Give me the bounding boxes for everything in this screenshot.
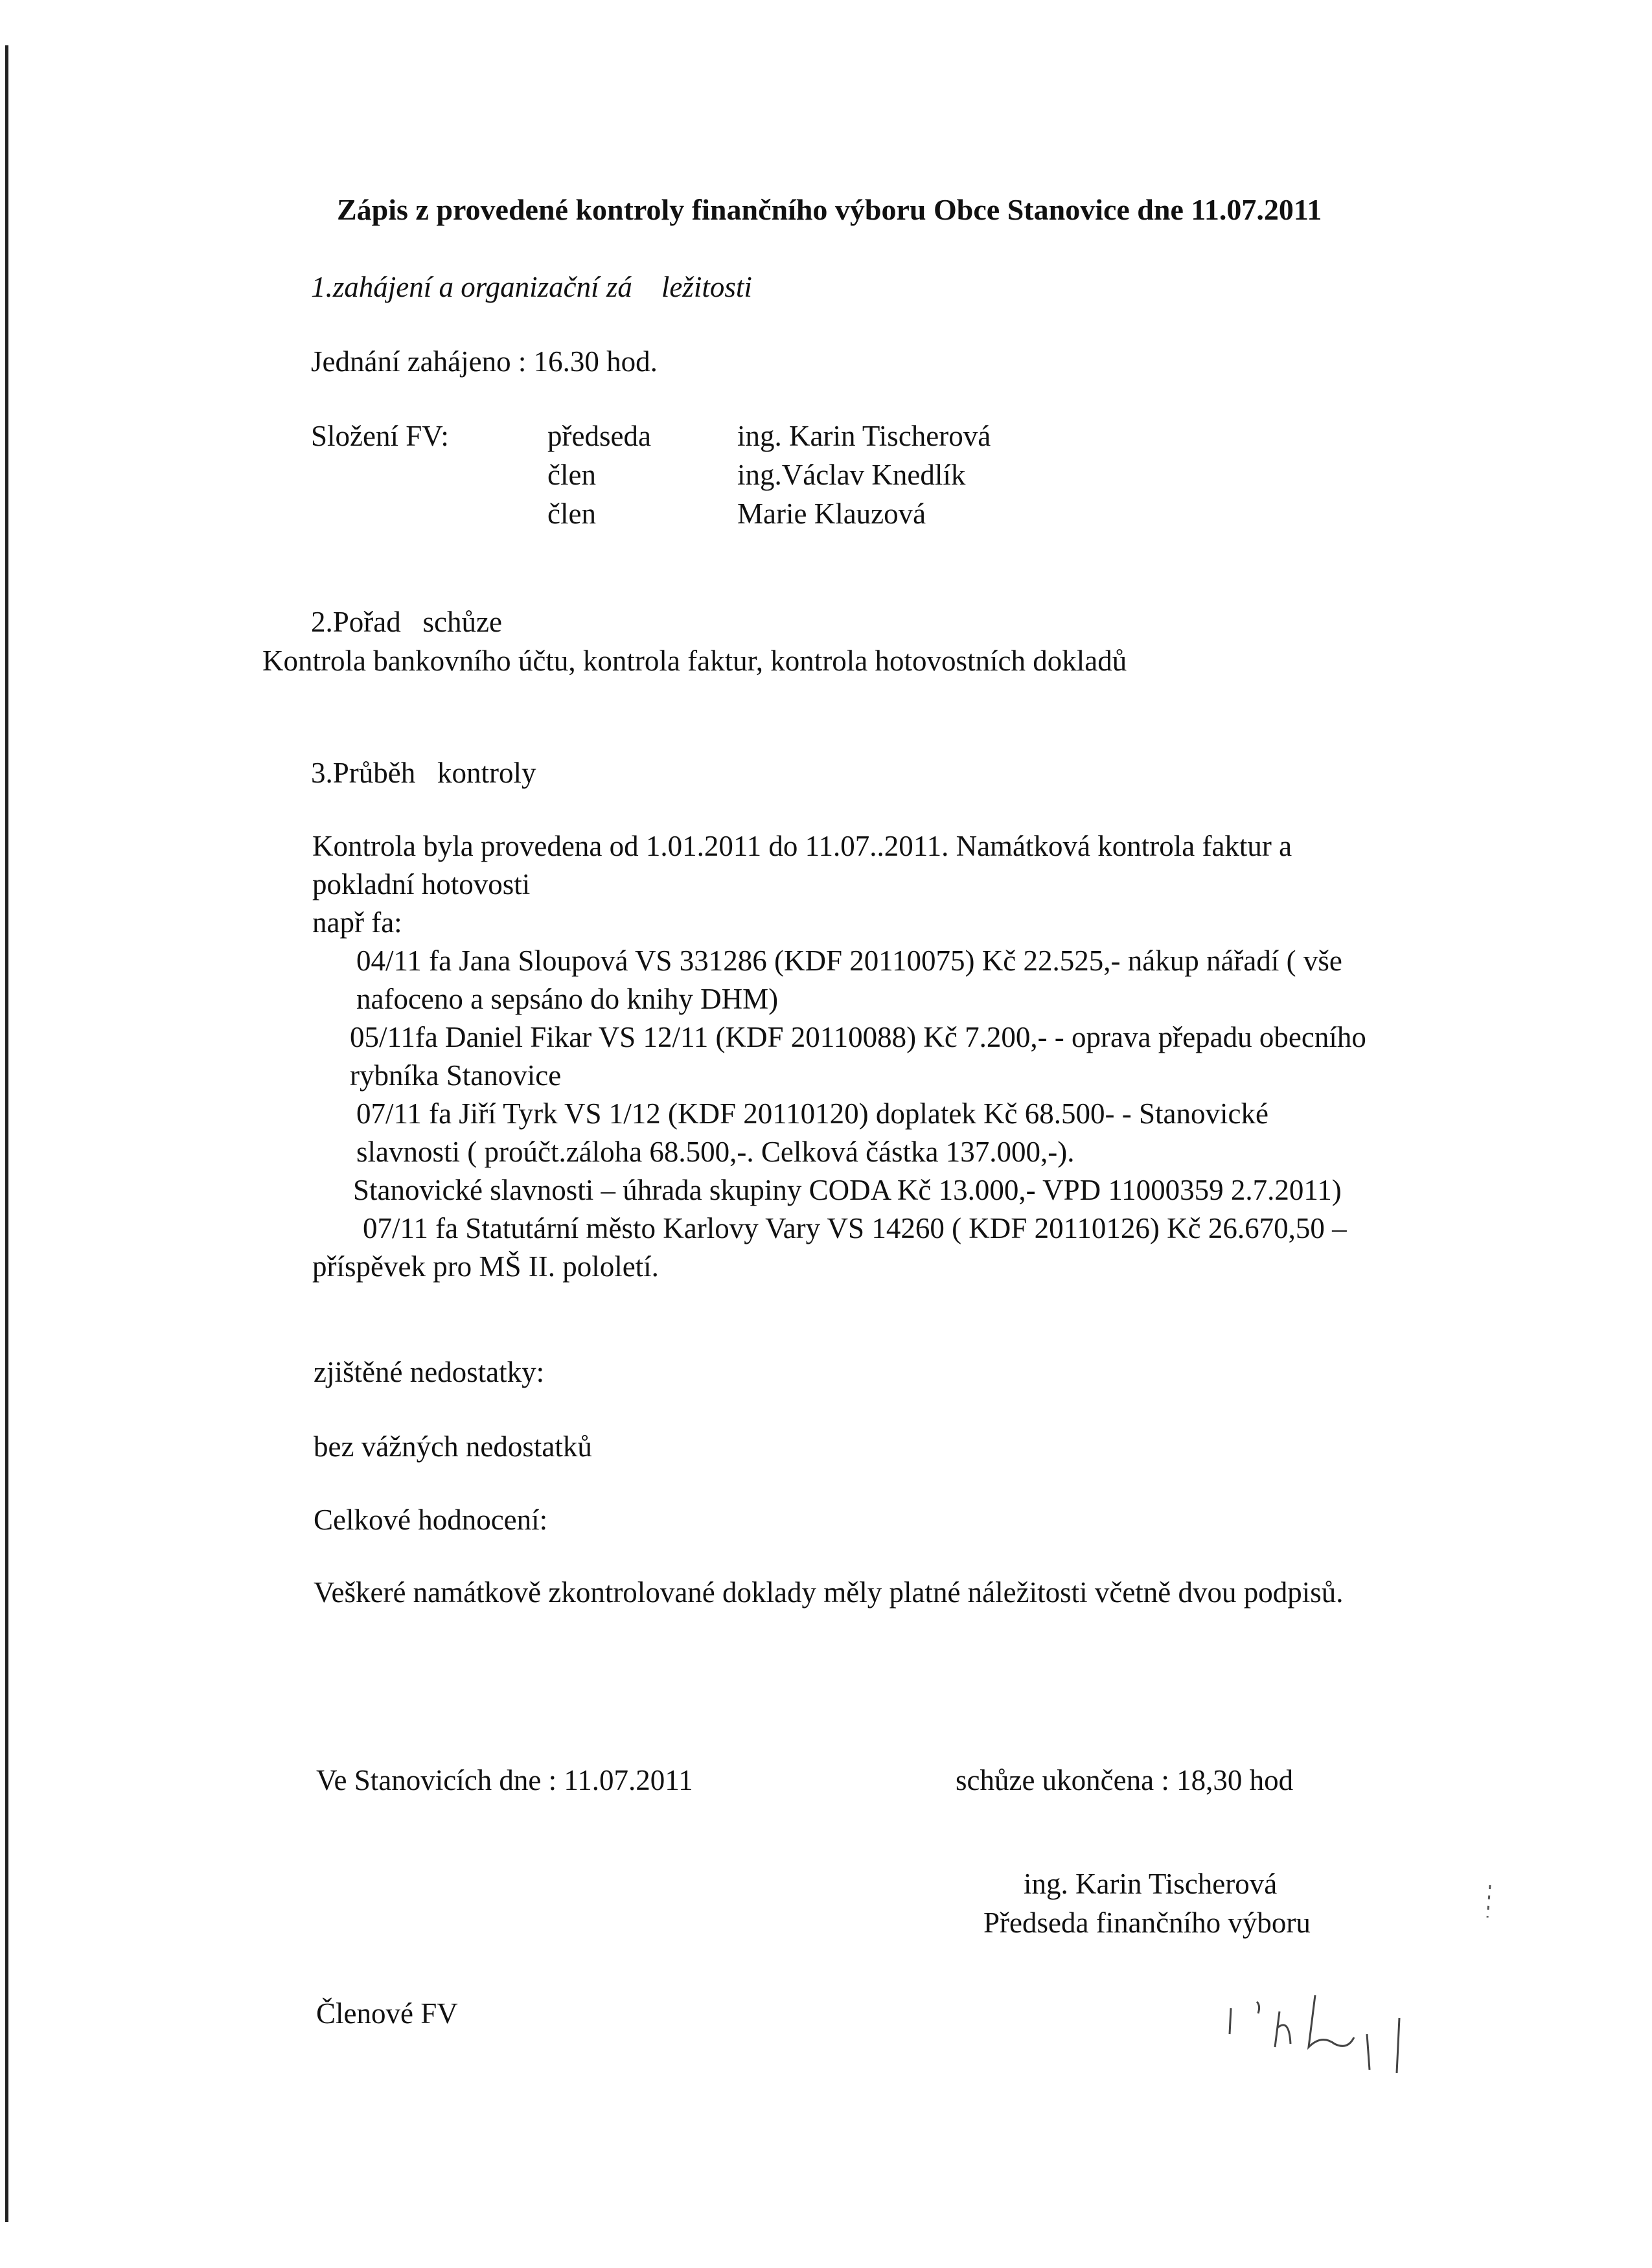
signatory-name: ing. Karin Tischerová (1024, 1868, 1278, 1900)
section3-line: Kontrola byla provedena od 1.01.2011 do 11.07..2011. Namátková kontrola faktur a (312, 830, 1292, 862)
evaluation-value: Veškeré namátkově zkontrolované doklady měly platné náležitosti včetně dvou podpisů. (314, 1576, 1344, 1609)
member-role: předseda (547, 420, 651, 452)
signature-mark (1471, 1879, 1509, 1956)
section3-line: 07/11 fa Jiří Tyrk VS 1/12 (KDF 20110120) doplatek Kč 68.500- - Stanovické (356, 1097, 1268, 1130)
findings-value: bez vážných nedostatků (314, 1430, 592, 1463)
evaluation-label: Celkové hodnocení: (314, 1504, 548, 1536)
section3-line: 04/11 fa Jana Sloupová VS 331286 (KDF 20110075) Kč 22.525,- nákup nářadí ( vše (356, 945, 1342, 977)
member-role: člen (547, 498, 596, 530)
findings-label: zjištěné nedostatky: (314, 1356, 545, 1388)
section2-text: Kontrola bankovního účtu, kontrola faktur, kontrola hotovostních dokladů (262, 645, 1127, 677)
member-name: ing. Karin Tischerová (737, 420, 991, 452)
section3-line: příspěvek pro MŠ II. pololetí. (312, 1250, 659, 1283)
signature (1218, 1982, 1451, 2086)
place-date: Ve Stanovicích dne : 11.07.2011 (316, 1764, 693, 1796)
section3-line: slavnosti ( proúčt.záloha 68.500,-. Celková částka 137.000,-). (356, 1136, 1075, 1168)
signatory-role: Předseda finančního výboru (983, 1907, 1311, 1939)
composition-label: Složení FV: (311, 420, 449, 452)
section3-heading: 3.Průběh kontroly (311, 757, 536, 789)
section1-heading: 1.zahájení a organizační zá ležitosti (311, 271, 752, 303)
member-name: Marie Klauzová (737, 498, 926, 530)
section3-line: nafoceno a sepsáno do knihy DHM) (356, 983, 779, 1015)
section3-line: pokladní hotovosti (312, 868, 531, 900)
members-label: Členové FV (316, 1997, 458, 2030)
member-name: ing.Václav Knedlík (737, 459, 966, 491)
start-time: Jednání zahájeno : 16.30 hod. (311, 345, 658, 378)
section3-line: rybníka Stanovice (350, 1059, 562, 1092)
section3-line: např fa: (312, 906, 402, 939)
section3-line: Stanovické slavnosti – úhrada skupiny CODA Kč 13.000,- VPD 11000359 2.7.2011) (353, 1174, 1342, 1206)
end-time: schůze ukončena : 18,30 hod (956, 1764, 1294, 1796)
section3-line: 05/11fa Daniel Fikar VS 12/11 (KDF 20110088) Kč 7.200,- - oprava přepadu obecního (350, 1021, 1366, 1053)
section3-line: 07/11 fa Statutární město Karlovy Vary VS 14260 ( KDF 20110126) Kč 26.670,50 – (363, 1212, 1347, 1244)
scan-edge (5, 45, 8, 2222)
member-role: člen (547, 459, 596, 491)
document-title: Zápis z provedené kontroly finančního výboru Obce Stanovice dne 11.07.2011 (337, 193, 1322, 226)
section2-heading: 2.Pořad schůze (311, 606, 502, 638)
